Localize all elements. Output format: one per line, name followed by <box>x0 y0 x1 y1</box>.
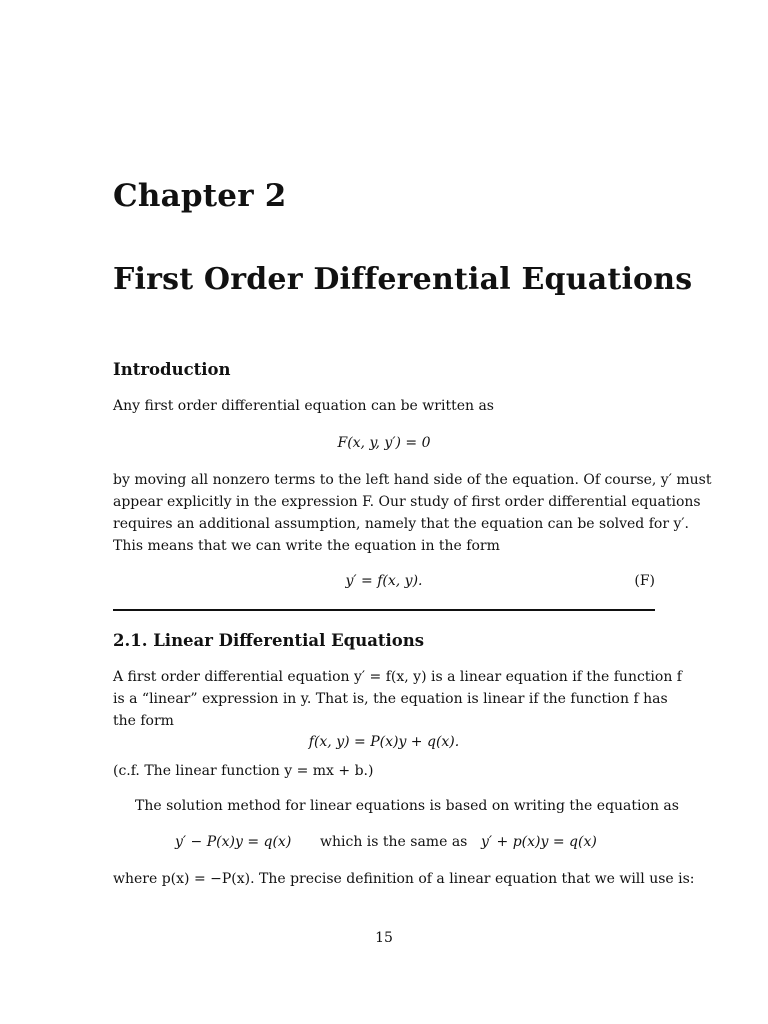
paragraph-line: requires an additional assumption, namely that the equation can be solved for y′. <box>113 516 690 532</box>
section-paragraph-2 <box>113 795 679 817</box>
equation-right: y′ + p(x)y = q(x) <box>481 834 597 850</box>
equation-left: y′ − P(x)y = q(x) <box>175 834 292 850</box>
intro-paragraph-1 <box>113 395 655 417</box>
paragraph-line: (c.f. The linear function y = mx + b.) <box>113 763 374 779</box>
paragraph-line: appear explicitly in the expression F. Our study of first order differential equations <box>113 494 701 510</box>
paragraph-line: The solution method for linear equations is based on writing the equation as <box>135 798 679 814</box>
chapter-label: Chapter 2 <box>113 178 287 214</box>
paragraph-line: is a “linear” expression in y. That is, the equation is linear if the function f has <box>113 691 668 707</box>
equation-connector-text: which is the same as <box>320 834 468 850</box>
chapter-title: First Order Differential Equations <box>113 262 693 297</box>
paragraph-line: the form <box>113 713 174 729</box>
equation-general-form: F(x, y, y′) = 0 <box>337 435 431 451</box>
page-number: 15 <box>375 930 393 946</box>
section-heading: 2.1. Linear Differential Equations <box>113 631 425 650</box>
paragraph-line: A first order differential equation y′ = f(x, y) is a linear equation if the function f <box>113 669 682 685</box>
intro-paragraph-2 <box>113 469 712 557</box>
cf-note <box>113 760 655 782</box>
introduction-heading: Introduction <box>113 360 231 379</box>
paragraph-line: Any first order differential equation can be written as <box>113 398 494 414</box>
equation-tag-F: (F) <box>634 573 655 589</box>
equation-linear-form: f(x, y) = P(x)y + q(x). <box>308 734 460 750</box>
section-paragraph-1 <box>113 666 682 732</box>
section-divider <box>113 609 655 611</box>
section-paragraph-3 <box>113 868 695 890</box>
equation-F: y′ = f(x, y). <box>345 573 423 589</box>
paragraph-line: where p(x) = −P(x). The precise definition of a linear equation that we will use is: <box>113 871 695 887</box>
paragraph-line: by moving all nonzero terms to the left hand side of the equation. Of course, y′ must <box>113 472 712 488</box>
paragraph-line: This means that we can write the equation in the form <box>113 538 500 554</box>
